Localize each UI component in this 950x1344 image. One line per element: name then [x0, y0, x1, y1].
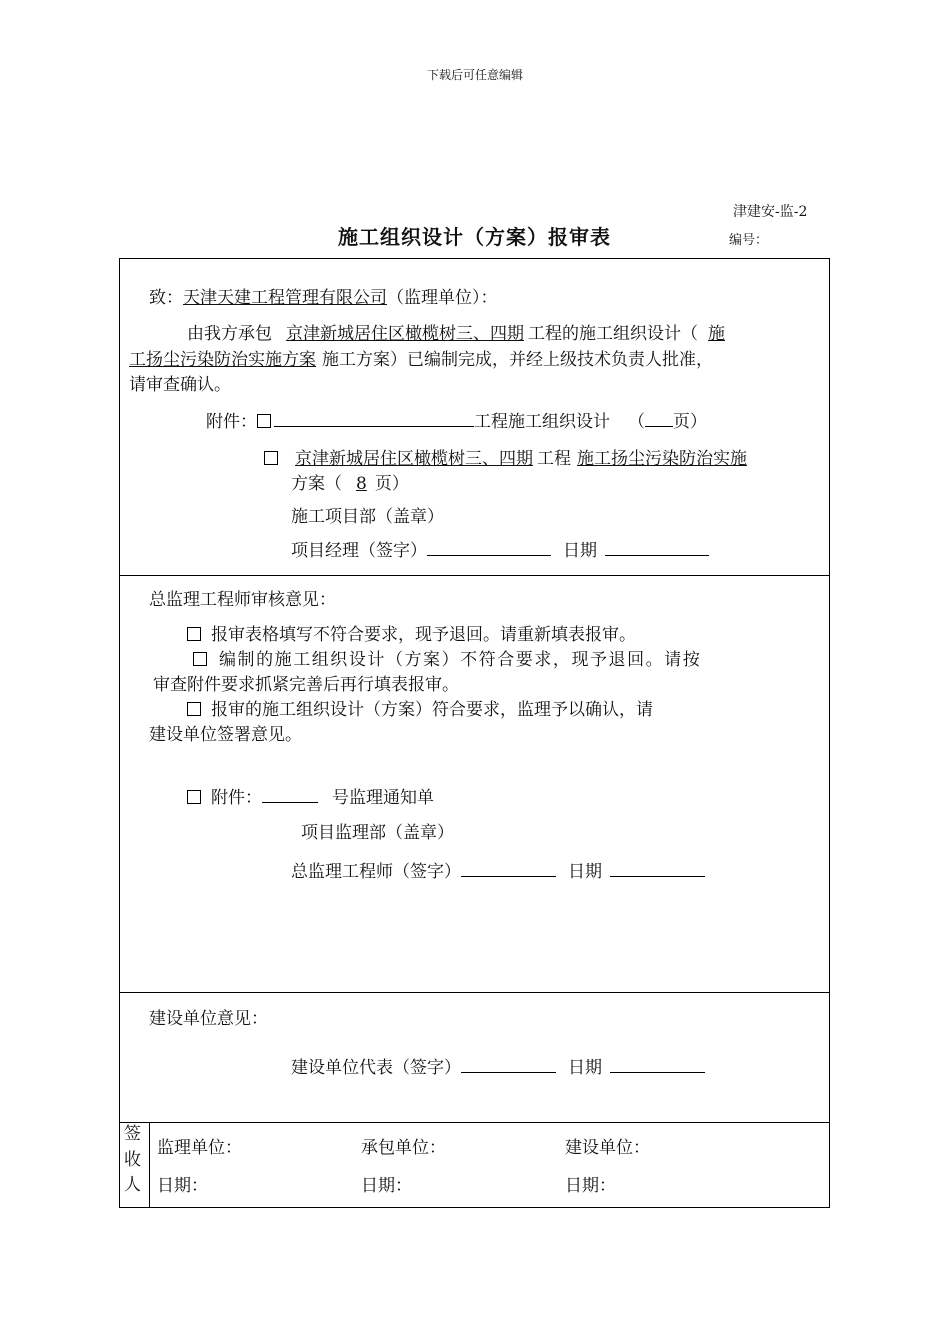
attachment-plan: 施工扬尘污染防治实施 [577, 449, 747, 469]
checkbox[interactable] [187, 702, 201, 716]
serial-number-label: 编号： [729, 233, 769, 248]
contractor-date-label: 日期： [361, 1176, 412, 1196]
supervisor-date-label: 日期： [157, 1176, 208, 1196]
checkbox[interactable] [264, 451, 278, 465]
notice-number-blank[interactable] [262, 786, 318, 803]
checkbox[interactable] [193, 652, 207, 666]
construction-dept-stamp: 施工项目部（盖章） [291, 507, 444, 527]
signature-blank[interactable] [461, 860, 556, 877]
attachment-2: 京津新城居住区橄榄树三、四期 工程 施工扬尘污染防治实施 [264, 448, 747, 470]
plan-name: 工扬尘污染防治实施方案 [129, 350, 316, 370]
pages-blank[interactable] [645, 410, 673, 427]
date-blank[interactable] [610, 1056, 705, 1073]
plan-name-part: 施 [708, 324, 725, 344]
owner-opinion-heading: 建设单位意见： [149, 1009, 268, 1029]
signature-blank[interactable] [427, 539, 551, 556]
manager-signature-row: 项目经理（签字） 日期 [291, 539, 709, 562]
attachment-1: 附件： 工程施工组织设计 （ 页） [206, 412, 707, 432]
attachment-project: 京津新城居住区橄榄树三、四期 [295, 449, 533, 469]
date-blank[interactable] [605, 539, 709, 556]
divider [120, 992, 829, 993]
supervision-dept-stamp: 项目监理部（盖章） [301, 823, 454, 843]
owner-date-label: 日期： [565, 1176, 616, 1196]
form-code: 津建安-监-2 [733, 204, 808, 220]
signature-blank[interactable] [461, 1056, 556, 1073]
project-name: 京津新城居住区橄榄树三、四期 [286, 324, 524, 344]
attachment-2-pages: 方案（ 8 页） [291, 474, 409, 494]
date-blank[interactable] [610, 860, 705, 877]
blank-field[interactable] [274, 410, 474, 427]
checkbox[interactable] [257, 414, 271, 428]
addressee-line: 致：天津天建工程管理有限公司（监理单位）： [149, 288, 498, 308]
owner-signature-row: 建设单位代表（签字） 日期 [291, 1056, 705, 1079]
supervisor-unit-label: 监理单位： [157, 1138, 242, 1158]
signer-side-label-2: 收 [124, 1150, 141, 1170]
checkbox[interactable] [187, 627, 201, 641]
signer-side-label-1: 签 [124, 1124, 141, 1144]
signer-side-label-3: 人 [124, 1175, 141, 1195]
supervisor-company: 天津天建工程管理有限公司 [183, 288, 387, 308]
option-approve-line2: 建设单位签署意见。 [149, 725, 302, 745]
divider [120, 1122, 829, 1123]
option-incomplete-line1: 编制的施工组织设计（方案）不符合要求，现予退回。请按 [193, 649, 701, 671]
notice-attachment: 附件： 号监理通知单 [187, 786, 434, 809]
owner-unit-label: 建设单位： [565, 1138, 650, 1158]
divider [120, 575, 829, 576]
page-header-note: 下载后可任意编辑 [426, 68, 523, 82]
chief-signature-row: 总监理工程师（签字） 日期 [291, 860, 705, 883]
divider [149, 1122, 150, 1208]
checkbox[interactable] [187, 790, 201, 804]
form-title: 施工组织设计（方案）报审表 [338, 225, 611, 249]
option-incomplete-line2: 审查附件要求抓紧完善后再行填表报审。 [153, 675, 459, 695]
option-return: 报审表格填写不符合要求，现予退回。请重新填表报审。 [187, 624, 636, 646]
chief-review-heading: 总监理工程师审核意见： [149, 590, 336, 610]
form-table [119, 258, 830, 1208]
contractor-unit-label: 承包单位： [361, 1138, 446, 1158]
pages-count: 8 [356, 474, 367, 494]
intro-line-3: 请审查确认。 [129, 375, 231, 395]
option-approve-line1: 报审的施工组织设计（方案）符合要求，监理予以确认，请 [187, 699, 653, 721]
intro-line-1: 由我方承包 京津新城居住区橄榄树三、四期 工程的施工组织设计（ 施 [187, 324, 725, 344]
intro-line-2: 工扬尘污染防治实施方案 施工方案）已编制完成，并经上级技术负责人批准， [129, 350, 713, 370]
